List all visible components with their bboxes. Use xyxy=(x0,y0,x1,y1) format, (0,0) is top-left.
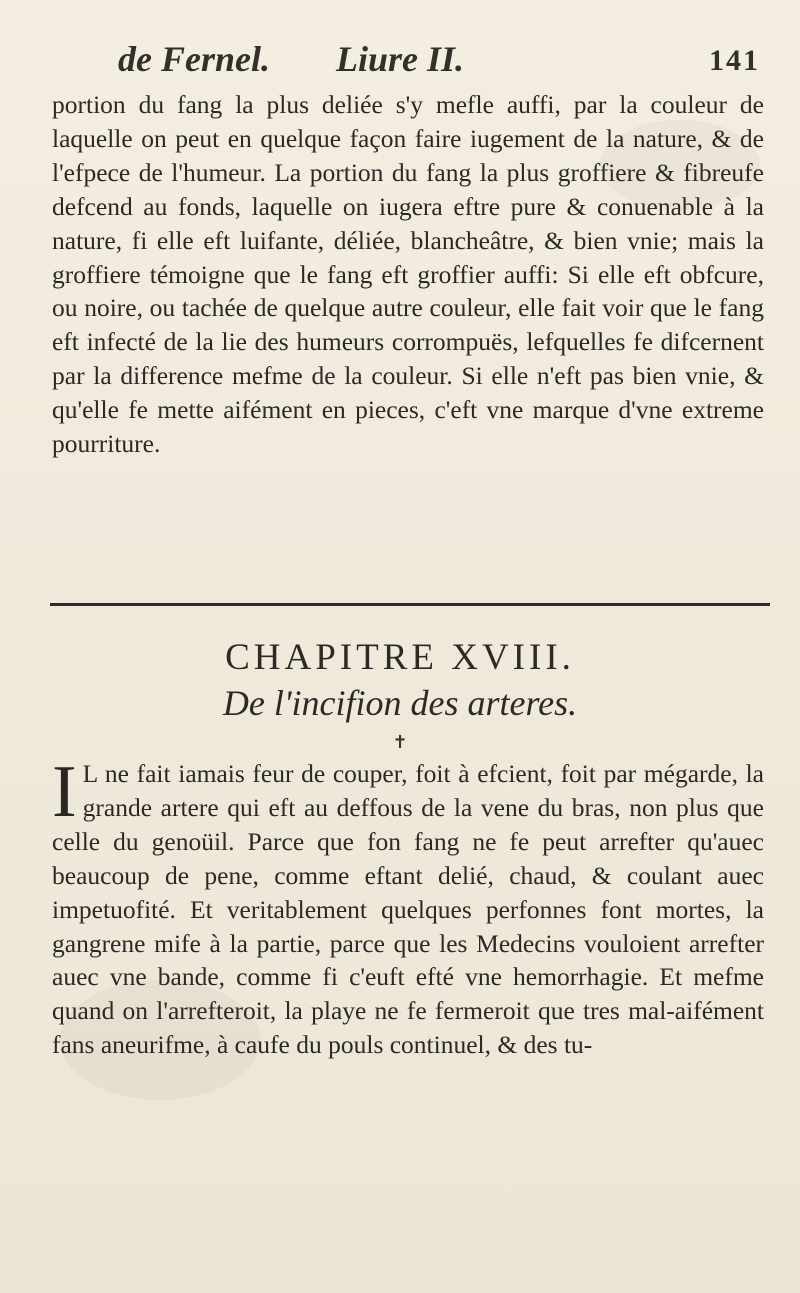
section-rule xyxy=(50,603,770,606)
paragraph-text: portion du fang la plus deliée s'y mefle auffi, par la couleur de laquelle on peut en quelque façon faire iugement de la nature, & de l'efpece de l'humeur. La portion du fang la plus groffiere & fibreufe defcend au fonds, laquelle on iugera eftre pure & conuenable à la nature, fi elle eft luifante, déliée, blancheâtre, & bien vnie; mais la groffiere témoigne que le fang eft groffier auffi: Si elle eft obfcure, ou noire, ou tachée de quelque autre couleur, elle fait voir que le fang eft infecté de la lie des humeurs corrompuës, lefquelles fe difcernent par la difference mefme de la couleur. Si elle n'eft pas bien vnie, & qu'elle fe mette aifément en pieces, c'eft vne marque d'vne extreme pourriture. xyxy=(52,90,764,459)
running-head xyxy=(118,38,760,88)
chapter-heading: CHAPITRE XVIII. xyxy=(225,637,575,678)
ornament-mark: ✝ xyxy=(392,732,408,753)
drop-cap: I xyxy=(52,751,77,833)
paragraph-text: L ne fait iamais feur de couper, foit à efcient, foit par mégarde, la grande artere qui eft au deffous de la vene du bras, non plus que celle du genoüil. Parce que fon fang ne fe peut arrefter qu'auec beaucoup de pene, comme eftant delié, chaud, & coulant auec impetuofité. Et veritablement quelques perfonnes font mortes, la gangrene mife à la partie, parce que les Medecins vouloient arrefter auec vne bande, comme fi c'euft efté vne hemorrhagie. Et mefme quand on l'arrefteroit, la playe ne fe fermeroit que tres mal-aifément fans aneurifme, à caufe du pouls continuel, & des tu- xyxy=(52,759,764,1060)
running-head-book: Liure II. xyxy=(336,39,465,79)
running-head-author: de Fernel. xyxy=(118,39,270,79)
paragraph-continuation xyxy=(52,88,764,461)
chapter-title: De l'incifion des arteres. xyxy=(222,683,578,723)
chapter-paragraph xyxy=(52,751,764,1062)
page-number: 141 xyxy=(709,44,760,77)
